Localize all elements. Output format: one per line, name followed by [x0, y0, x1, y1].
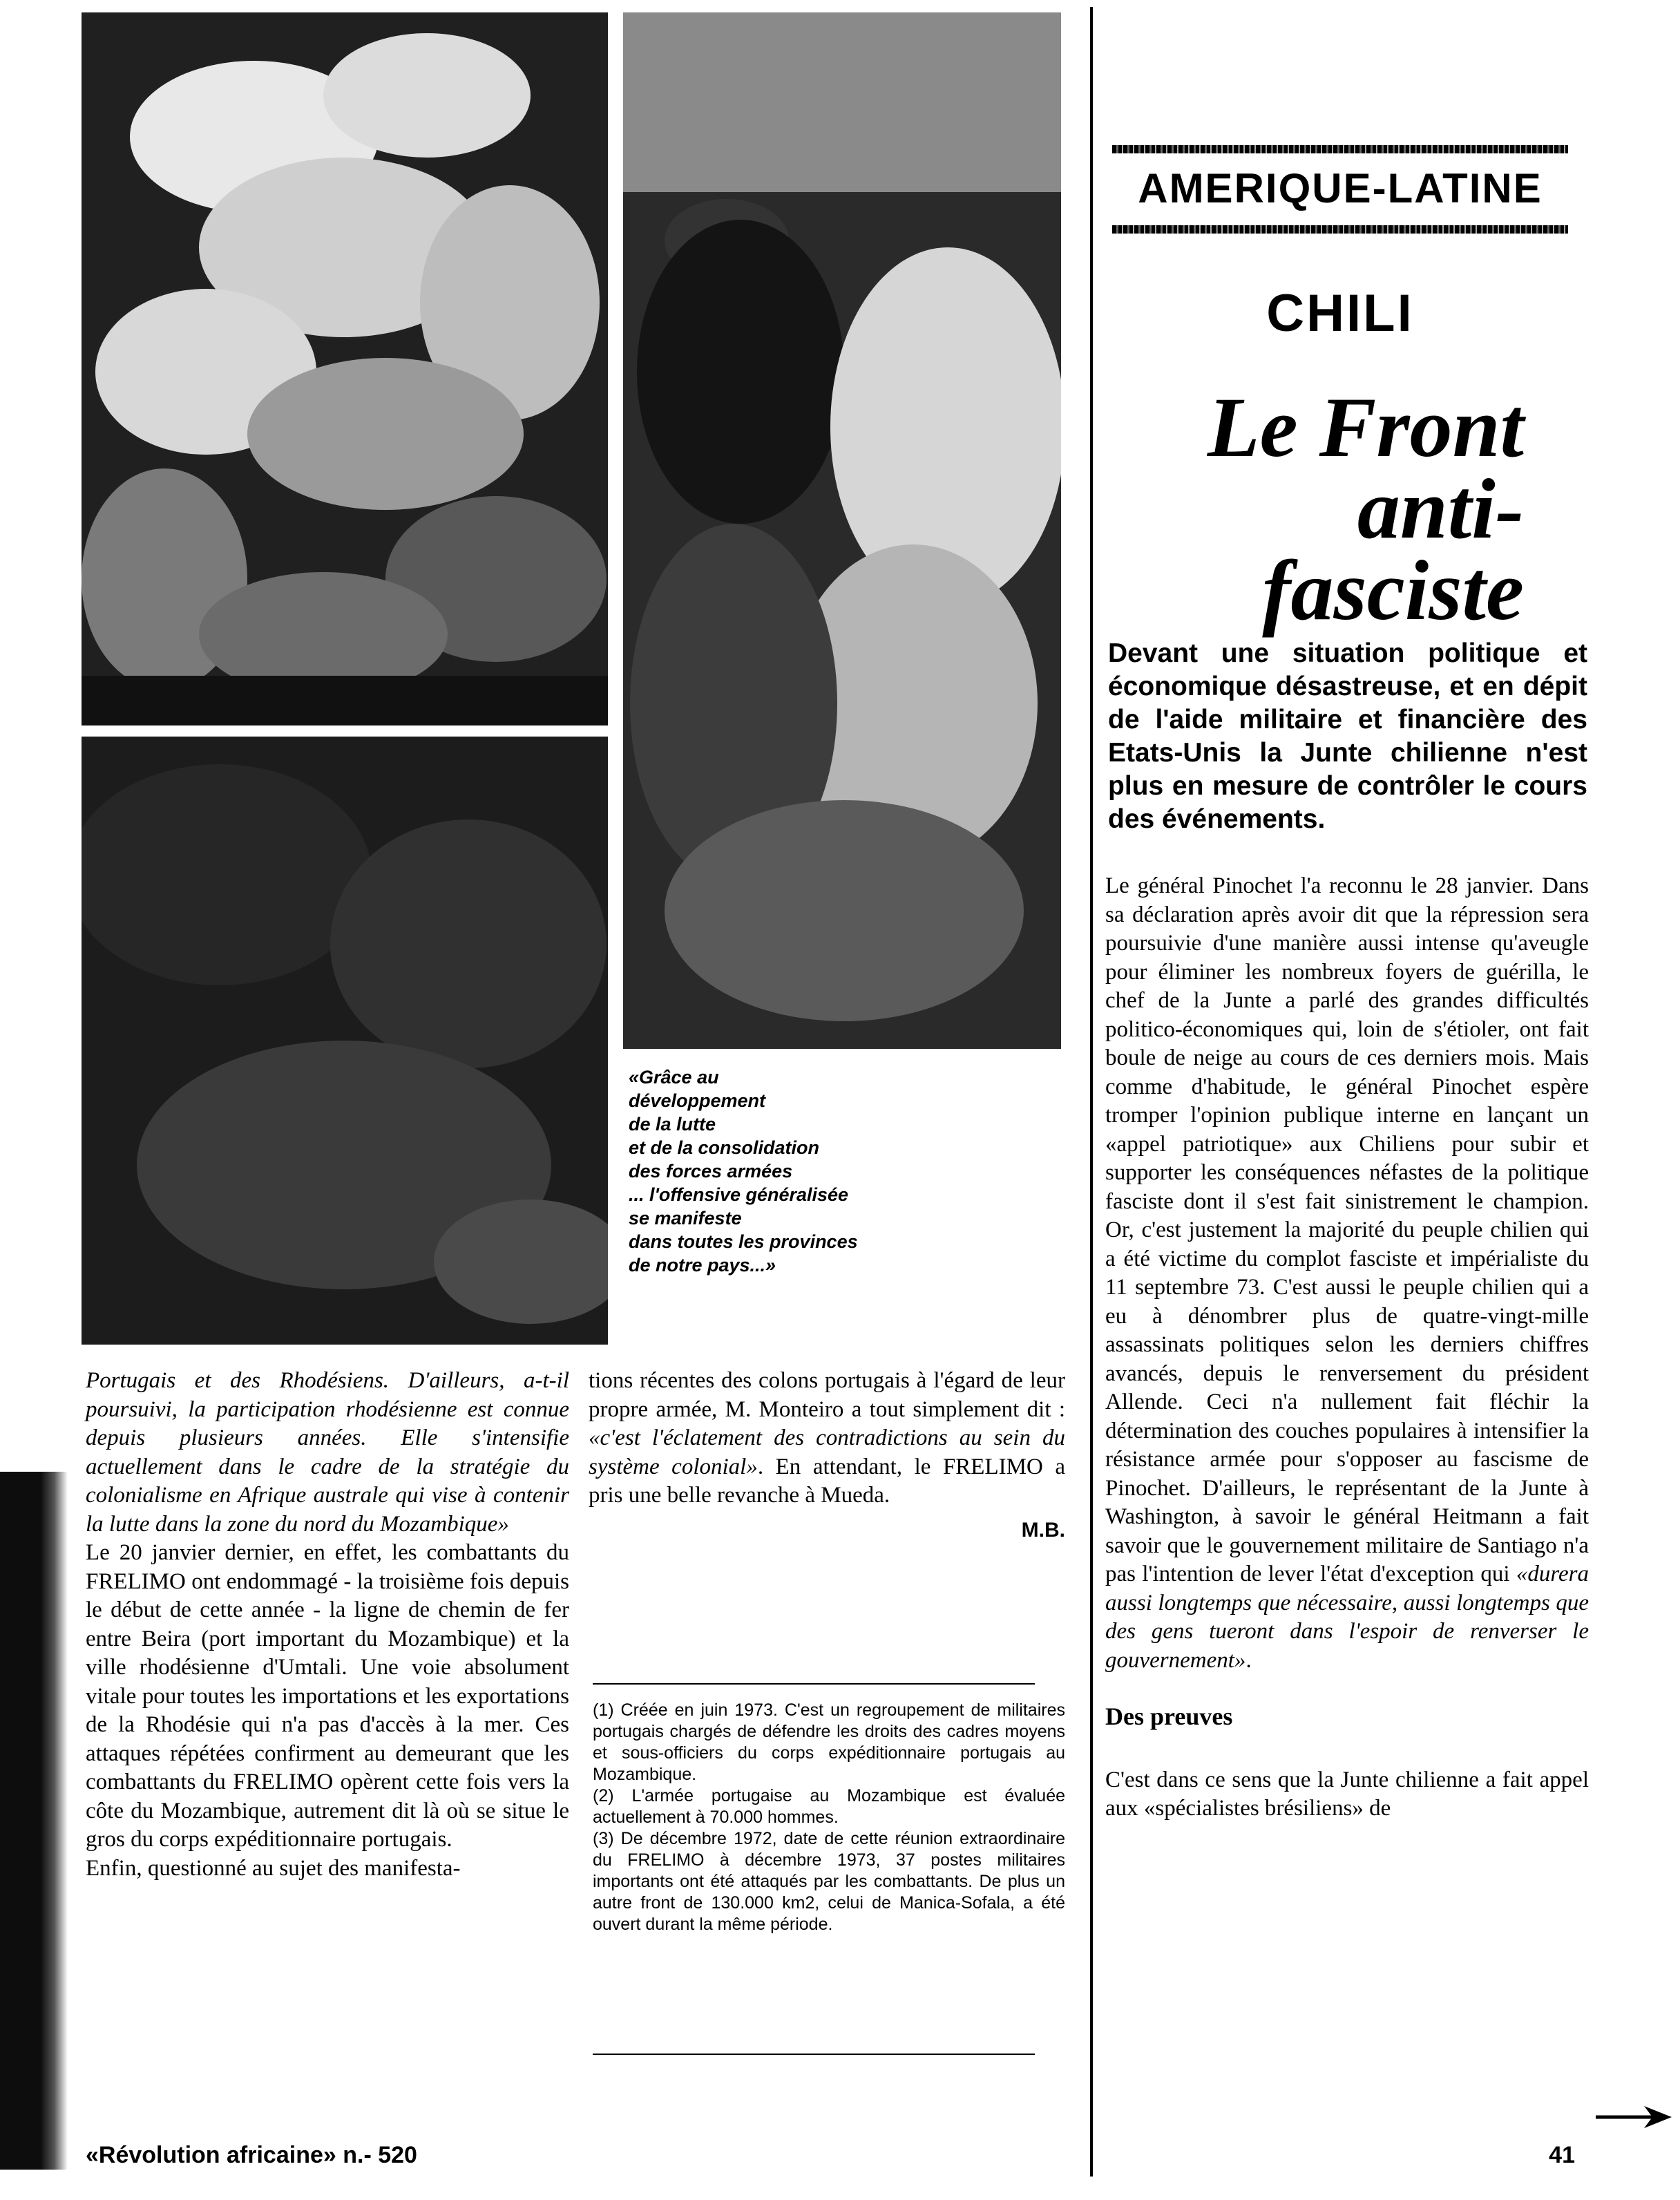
footnotes-rule-bottom — [593, 2054, 1035, 2055]
middle-column — [589, 1367, 1065, 1544]
lead-paragraph: Devant une situation politique et économique désastreuse, et en dépit de l'aide militaire et financière des Etats-Unis la Junte chilienne n'est plus en mesure de contrôler le cours des événements. — [1108, 638, 1587, 834]
left-paragraph-2: Le 20 janvier dernier, en effet, les combattants du FRELIMO ont endommagé - la troisième fois depuis le début de cette année - la ligne de chemin de fer entre Beira (port important du Mozambique) et la ville rhodésienne d'Umtali. Une voie absolument vitale pour toutes les importations et les exportations de la Rhodésie qui n'a pas d'accès à la mer. Ces attaques répétées confirment au demeurant que les combattants du FRELIMO opèrent cette fois vers la côte du Mozambique, autrement dit là où se situe le gros du corps expéditionnaire portugais. — [86, 1540, 569, 1852]
middle-paragraph-lead: tions récentes des colons portugais à l'égard de leur propre armée, M. Monteiro a tout simplement dit : — [589, 1368, 1065, 1422]
footnote-2: (2) L'armée portugaise au Mozambique est évaluée actuellement à 70.000 hommes. — [593, 1786, 1065, 1827]
caption-line: dans toutes les provinces — [629, 1231, 858, 1252]
footnotes — [593, 1700, 1065, 1935]
column-divider — [1090, 7, 1093, 2177]
scan-edge — [0, 1472, 68, 2170]
photo-vegetation-image — [82, 737, 608, 1345]
footnote-3: (3) De décembre 1972, date de cette réunion extraordinaire du FRELIMO à décembre 1973, 37 postes militaires importants ont été attaqués par les combattants. De plus un autre front de 130.000 km2, celui de Manica-Sofala, a été ouvert durant la même période. — [593, 1829, 1065, 1934]
footnote-1: (1) Créée en juin 1973. C'est un regroupement de militaires portugais chargés de défendre les droits des cadres moyens et sous-officiers du corps expéditionnaire portugais au Mozambique. — [593, 1700, 1065, 1784]
caption-line: se manifeste — [629, 1208, 742, 1229]
section-banner-top — [1112, 145, 1568, 153]
middle-paragraph-end: . En attendant, le FRELIMO a pris une belle revanche à Mueda. — [589, 1454, 1065, 1508]
caption-line: de notre pays...» — [629, 1255, 776, 1276]
caption-line: ... l'offensive généralisée — [629, 1184, 849, 1205]
left-paragraph-1-lead: Portugais et des Rhodésiens. D'ailleurs, a-t-il poursuivi, — [86, 1368, 569, 1422]
subheading: Des preuves — [1105, 1703, 1233, 1730]
photo-soldiers-image — [623, 12, 1061, 1049]
country-title: CHILI — [1266, 284, 1414, 343]
page-number: 41 — [1549, 2142, 1575, 2168]
footnotes-rule-top — [593, 1683, 1035, 1685]
photo-crowd — [82, 12, 608, 726]
author-signature: M.B. — [1021, 1518, 1065, 1542]
middle-paragraph — [589, 1367, 1065, 1510]
headline-line-2: anti- — [1357, 462, 1524, 556]
continuation-arrow-icon — [1596, 2103, 1672, 2131]
headline — [1112, 380, 1524, 638]
caption-line: et de la consolidation — [629, 1137, 820, 1158]
left-column — [86, 1367, 569, 1883]
left-paragraph-3: Enfin, questionné au sujet des manifesta- — [86, 1855, 461, 1881]
left-paragraph-1-quote: la participation rhodésienne est connue depuis plusieurs années. Elle s'intensifie actuellement dans le cadre de la stratégie du colonialisme en Afrique australe qui vise à contenir la lutte dans la zone du nord du Mozambique» — [86, 1396, 569, 1537]
right-column — [1105, 872, 1589, 1823]
right-paragraph-1 — [1105, 872, 1589, 1675]
caption-line: développement — [629, 1090, 766, 1111]
caption-line: des forces armées — [629, 1161, 793, 1182]
photo-vegetation — [82, 737, 608, 1345]
right-paragraph-2: C'est dans ce sens que la Junte chilienne a fait appel aux «spécialistes brésiliens» de — [1105, 1767, 1589, 1821]
left-paragraph-1 — [86, 1367, 569, 1539]
photo-soldiers — [623, 12, 1061, 1049]
headline-line-3: fasciste — [1262, 543, 1524, 638]
caption-line: de la lutte — [629, 1114, 716, 1135]
right-paragraph-1-text: Le général Pinochet l'a reconnu le 28 janvier. Dans sa déclaration après avoir dit que la répression sera poursuivie d'une manière aussi intense qu'aveugle pour éliminer les nombreux foyers de guérilla, le chef de la Junte a parlé des grandes difficultés politico-économiques qui, loin de s'étioler, ont fait boule de neige au cours de ces derniers mois. Mais comme d'habitude, le général Pinochet espère tromper l'opinion publique interne en lançant un «appel patriotique» aux Chiliens pour subir et supporter les conséquences néfastes de la politique fasciste dont il s'est fait sinistrement le champion. Or, c'est justement la majorité du peuple chilien qui a été victime du complot fasciste et impérialiste du 11 septembre 73. C'est aussi le peuple chilien qui a eu à dénombrer plus de quatre-vingt-mille assassinats politiques selon les derniers chiffres avancés, depuis le renversement du président Allende. Ceci n'a nullement fait fléchir la détermination des couches populaires à intensifier la résistance armée pour s'opposer au fascisme de Pinochet. D'ailleurs, le représentant de la Junte à Washington, à savoir le général Heitmann a fait savoir que le gouvernement militaire de Santiago n'a pas l'intention de lever l'état d'exception qui — [1105, 873, 1589, 1586]
right-paragraph-1-quote: «durera aussi longtemps que nécessaire, aussi longtemps que des gens tueront dans l'espoir de renverser le gouvernement» — [1105, 1562, 1589, 1673]
photo-caption — [629, 1065, 1043, 1277]
publication-footer: «Révolution africaine» n.- 520 — [86, 2142, 417, 2168]
section-title: AMERIQUE-LATINE — [1138, 165, 1543, 211]
section-banner-bottom — [1112, 225, 1568, 234]
photo-crowd-image — [82, 12, 608, 726]
headline-line-1: Le Front — [1207, 380, 1524, 475]
right-paragraph-1-end: . — [1245, 1647, 1252, 1673]
arrow-right-icon — [1596, 2103, 1672, 2131]
caption-line: «Grâce au — [629, 1067, 719, 1088]
middle-paragraph-quote: «c'est l'éclatement des contradictions au sein du système colonial» — [589, 1425, 1065, 1479]
